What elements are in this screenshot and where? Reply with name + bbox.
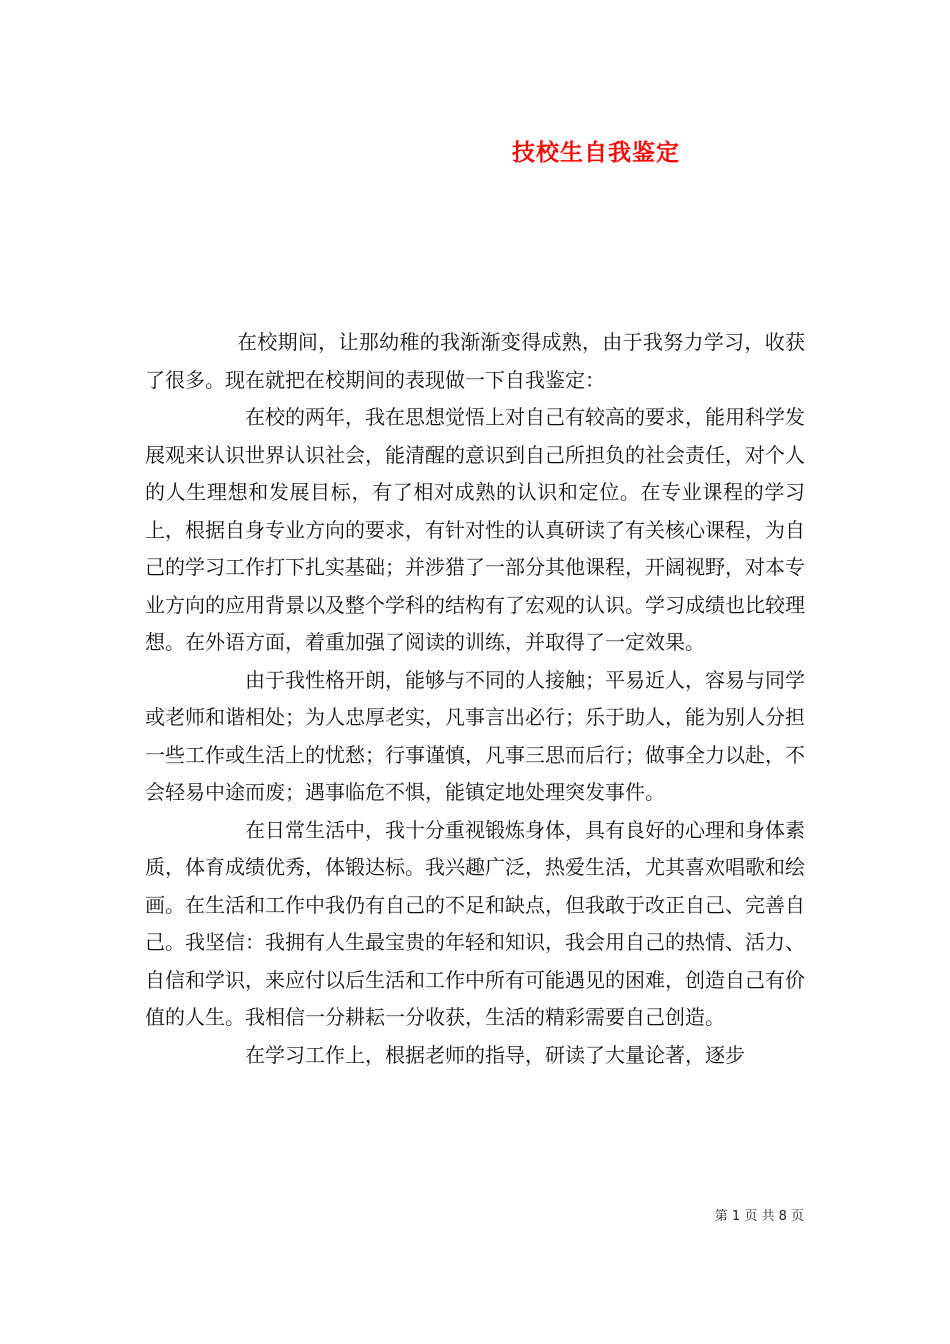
paragraph-study: 在校的两年，我在思想觉悟上对自己有较高的要求，能用科学发展观来认识世界认识社会，能清醒的意识到自己所担负的社会责任，对个人的人生理想和发展目标，有了相对成熟的认识和定位。在专业课程的学习上，根据自身专业方向的要求，有针对性的认真研读了有关核心课程，为自己的学习工作打下扎实基础；并涉猎了一部分其他课程，开阔视野，对本专业方向的应用背景以及整个学科的结构有了宏观的认识。学习成绩也比较理想。在外语方面，着重加强了阅读的训练，并取得了一定效果。 xyxy=(145,405,805,654)
document-title: 技校生自我鉴定 xyxy=(512,139,680,166)
document-body xyxy=(145,324,805,1074)
paragraph-work: 在学习工作上，根据老师的指导，研读了大量论著，逐步 xyxy=(245,1042,745,1067)
paragraph-personality: 由于我性格开朗，能够与不同的人接触；平易近人，容易与同学或老师和谐相处；为人忠厚老实，凡事言出必行；乐于助人，能为别人分担一些工作或生活上的忧愁；行事谨慎，凡事三思而后行；做事全力以赴，不会轻易中途而废；遇事临危不惧，能镇定地处理突发事件。 xyxy=(145,667,805,804)
paragraph-intro: 在校期间，让那幼稚的我渐渐变得成熟，由于我努力学习，收获了很多。现在就把在校期间的表现做一下自我鉴定： xyxy=(145,330,805,392)
paragraph-daily-life: 在日常生活中，我十分重视锻炼身体，具有良好的心理和身体素质，体育成绩优秀，体锻达标。我兴趣广泛，热爱生活，尤其喜欢唱歌和绘画。在生活和工作中我仍有自己的不足和缺点，但我敢于改正自己、完善自己。我坚信：我拥有人生最宝贵的年轻和知识，我会用自己的热情、活力、自信和学识，来应付以后生活和工作中所有可能遇见的困难，创造自己有价值的人生。我相信一分耕耘一分收获，生活的精彩需要自己创造。 xyxy=(145,817,805,1029)
page-number-footer: 第 1 页 共 8 页 xyxy=(714,1209,804,1224)
